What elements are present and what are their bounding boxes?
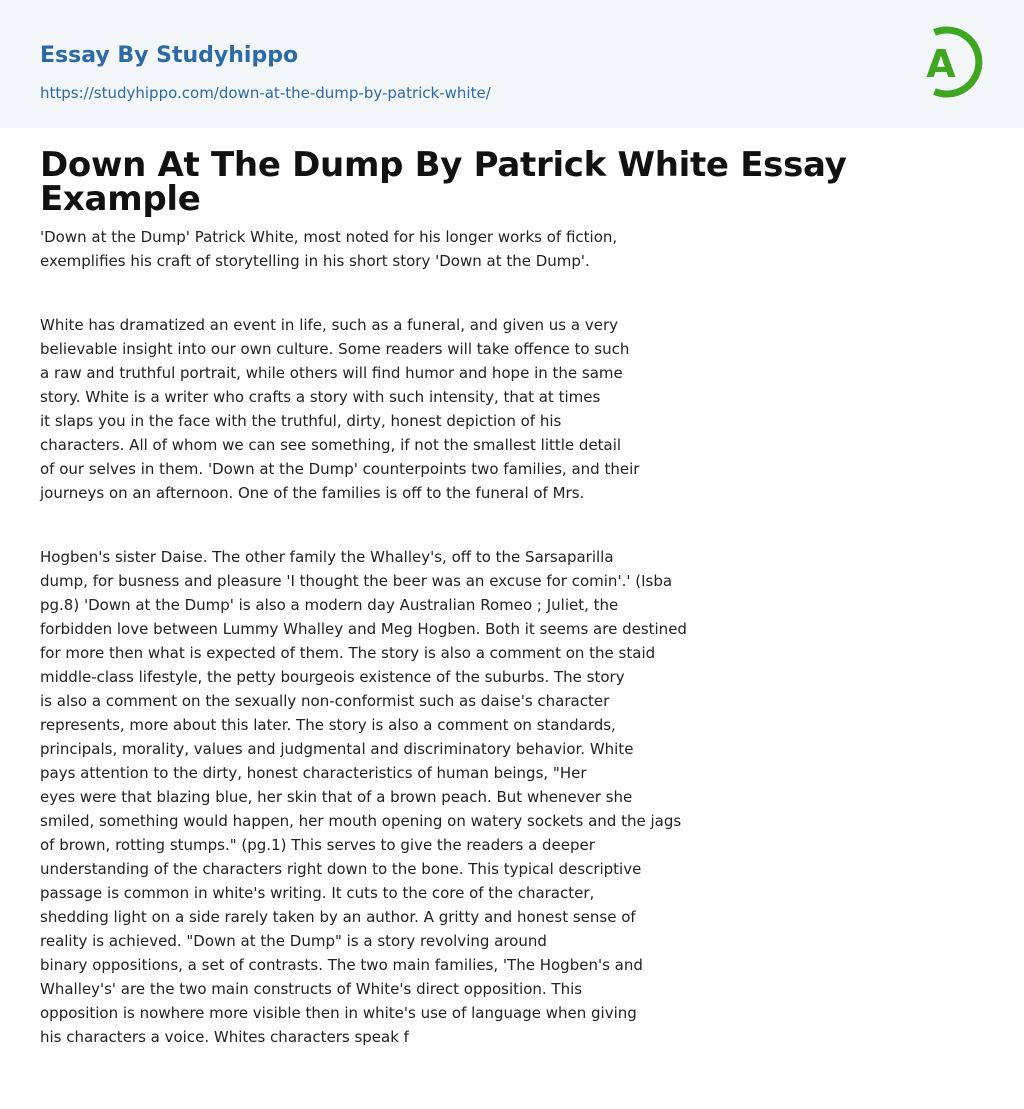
text-line: Whalley's' are the two main constructs of White's direct opposition. This: [40, 980, 583, 998]
paragraph-3: [40, 545, 984, 1049]
text-line: it slaps you in the face with the truthful, dirty, honest depiction of his: [40, 412, 562, 430]
text-line: is also a comment on the sexually non-conformist such as daise's character: [40, 692, 610, 710]
text-line: binary oppositions, a set of contrasts. The two main families, 'The Hogben's and: [40, 956, 643, 974]
text-line: eyes were that blazing blue, her skin that of a brown peach. But whenever she: [40, 788, 633, 806]
text-line: understanding of the characters right down to the bone. This typical descriptive: [40, 860, 642, 878]
text-line: Hogben's sister Daise. The other family the Whalley's, off to the Sarsaparilla: [40, 548, 614, 566]
text-line: dump, for busness and pleasure 'I thought the beer was an excuse for comin'.' (Isba: [40, 572, 673, 590]
text-line: for more then what is expected of them. The story is also a comment on the staid: [40, 644, 656, 662]
text-line: pays attention to the dirty, honest characteristics of human beings, "Her: [40, 764, 587, 782]
text-line: opposition is nowhere more visible then in white's use of language when giving: [40, 1004, 637, 1022]
text-line: of brown, rotting stumps." (pg.1) This serves to give the readers a deeper: [40, 836, 595, 854]
text-line: a raw and truthful portrait, while others will find humor and hope in the same: [40, 364, 623, 382]
paragraph-1: [40, 225, 984, 273]
text-line: characters. All of whom we can see something, if not the smallest little detail: [40, 436, 622, 454]
text-line: passage is common in white's writing. It cuts to the core of the character,: [40, 884, 595, 902]
logo-letter: A: [926, 42, 956, 86]
brand-title[interactable]: Essay By Studyhippo: [40, 43, 299, 68]
text-line: middle-class lifestyle, the petty bourgeois existence of the suburbs. The story: [40, 668, 625, 686]
text-line: journeys on an afternoon. One of the families is off to the funeral of Mrs.: [40, 484, 585, 502]
text-line: represents, more about this later. The story is also a comment on standards,: [40, 716, 616, 734]
text-line: story. White is a writer who crafts a story with such intensity, that at times: [40, 388, 601, 406]
text-line: his characters a voice. Whites characters speak f: [40, 1028, 409, 1046]
paragraph-2: [40, 313, 984, 505]
text-line: pg.8) 'Down at the Dump' is also a modern day Australian Romeo ; Juliet, the: [40, 596, 619, 614]
logo-icon[interactable]: [914, 18, 986, 106]
site-header: [0, 0, 1024, 128]
page-title: Down At The Dump By Patrick White Essay Example: [40, 145, 847, 219]
text-line: shedding light on a side rarely taken by an author. A gritty and honest sense of: [40, 908, 636, 926]
text-line: principals, morality, values and judgmental and discriminatory behavior. White: [40, 740, 634, 758]
text-line: of our selves in them. 'Down at the Dump' counterpoints two families, and their: [40, 460, 640, 478]
text-line: White has dramatized an event in life, such as a funeral, and given us a very: [40, 316, 618, 334]
page-url-link[interactable]: https://studyhippo.com/down-at-the-dump-by-patrick-white/: [40, 84, 491, 102]
article: [0, 128, 1024, 1049]
text-line: believable insight into our own culture. Some readers will take offence to such: [40, 340, 630, 358]
paragraph-gap: [40, 273, 984, 313]
text-line: reality is achieved. "Down at the Dump" is a story revolving around: [40, 932, 547, 950]
text-line: 'Down at the Dump' Patrick White, most noted for his longer works of fiction,: [40, 228, 618, 246]
text-line: exemplifies his craft of storytelling in his short story 'Down at the Dump'.: [40, 252, 590, 270]
text-line: forbidden love between Lummy Whalley and Meg Hogben. Both it seems are destined: [40, 620, 687, 638]
text-line: smiled, something would happen, her mouth opening on watery sockets and the jags: [40, 812, 682, 830]
paragraph-gap: [40, 505, 984, 545]
